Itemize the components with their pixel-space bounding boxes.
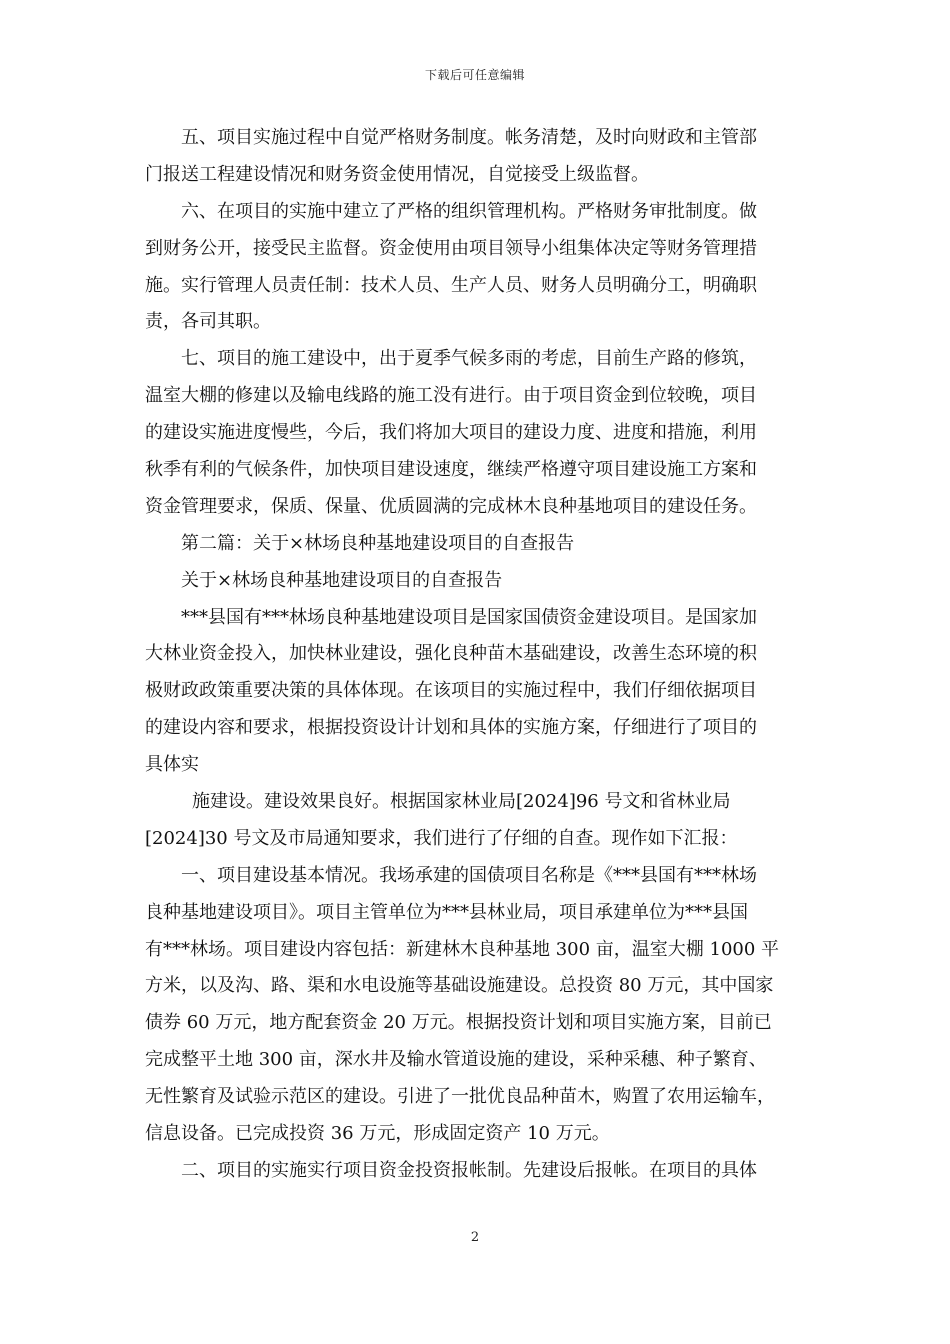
text-line: 秋季有利的气候条件，加快项目建设速度，继续严格遵守项目建设施工方案和 (145, 459, 757, 481)
text-line: 温室大棚的修建以及输电线路的施工没有进行。由于项目资金到位较晚，项目 (145, 385, 757, 407)
text-line: 具体实 (145, 754, 199, 776)
text-line: 的建设内容和要求，根据投资设计计划和具体的实施方案，仔细进行了项目的 (145, 717, 757, 739)
text-line: 债券 60 万元，地方配套资金 20 万元。根据投资计划和项目实施方案，目前已 (145, 1012, 772, 1034)
section-heading: 第二篇：关于×林场良种基地建设项目的自查报告 (181, 532, 575, 554)
report-title: 关于×林场良种基地建设项目的自查报告 (181, 569, 503, 591)
page-header: 下载后可任意编辑 (424, 68, 525, 82)
text-line: 无性繁育及试验示范区的建设。引进了一批优良品种苗木，购置了农用运输车， (145, 1086, 775, 1108)
text-line: 七、项目的施工建设中，出于夏季气候多雨的考虑，目前生产路的修筑， (181, 348, 757, 370)
text-line: 资金管理要求，保质、保量、优质圆满的完成林木良种基地项目的建设任务。 (145, 495, 757, 517)
text-line: 施。实行管理人员责任制：技术人员、生产人员、财务人员明确分工，明确职 (145, 274, 757, 296)
text-line: 有***林场。项目建设内容包括：新建林木良种基地 300 亩，温室大棚 1000 平 (145, 938, 780, 960)
document-body (145, 120, 808, 1190)
text-line: ***县国有***林场良种基地建设项目是国家国债资金建设项目。是国家加 (181, 606, 757, 628)
text-line: 到财务公开，接受民主监督。资金使用由项目领导小组集体决定等财务管理措 (145, 237, 757, 259)
text-line: 一、项目建设基本情况。我场承建的国债项目名称是《***县国有***林场 (181, 864, 757, 886)
text-line: 的建设实施进度慢些，今后，我们将加大项目的建设力度、进度和措施，利用 (145, 422, 757, 444)
text-line: 施建设。建设效果良好。根据国家林业局[2024]96 号文和省林业局 (192, 791, 731, 813)
text-line: 六、在项目的实施中建立了严格的组织管理机构。严格财务审批制度。做 (181, 200, 757, 222)
text-line: 二、项目的实施实行项目资金投资报帐制。先建设后报帐。在项目的具体 (181, 1159, 757, 1181)
text-line: 门报送工程建设情况和财务资金使用情况，自觉接受上级监督。 (145, 163, 649, 185)
text-line: 方米，以及沟、路、渠和水电设施等基础设施建设。总投资 80 万元，其中国家 (145, 975, 774, 997)
text-line: 大林业资金投入，加快林业建设，强化良种苗木基础建设，改善生态环境的积 (145, 643, 757, 665)
text-line: 责，各司其职。 (145, 311, 271, 333)
text-line: 良种基地建设项目》。项目主管单位为***县林业局，项目承建单位为***县国 (145, 901, 748, 923)
text-line: 信息设备。已完成投资 36 万元，形成固定资产 10 万元。 (145, 1123, 610, 1145)
text-line: 完成整平土地 300 亩，深水井及输水管道设施的建设，采种采穗、种子繁育、 (145, 1049, 767, 1071)
text-line: 极财政政策重要决策的具体体现。在该项目的实施过程中，我们仔细依据项目 (145, 680, 757, 702)
text-line: 五、项目实施过程中自觉严格财务制度。帐务清楚，及时向财政和主管部 (181, 127, 757, 148)
text-line: [2024]30 号文及市局通知要求，我们进行了仔细的自查。现作如下汇报： (145, 827, 738, 849)
page-number: 2 (470, 1230, 480, 1245)
